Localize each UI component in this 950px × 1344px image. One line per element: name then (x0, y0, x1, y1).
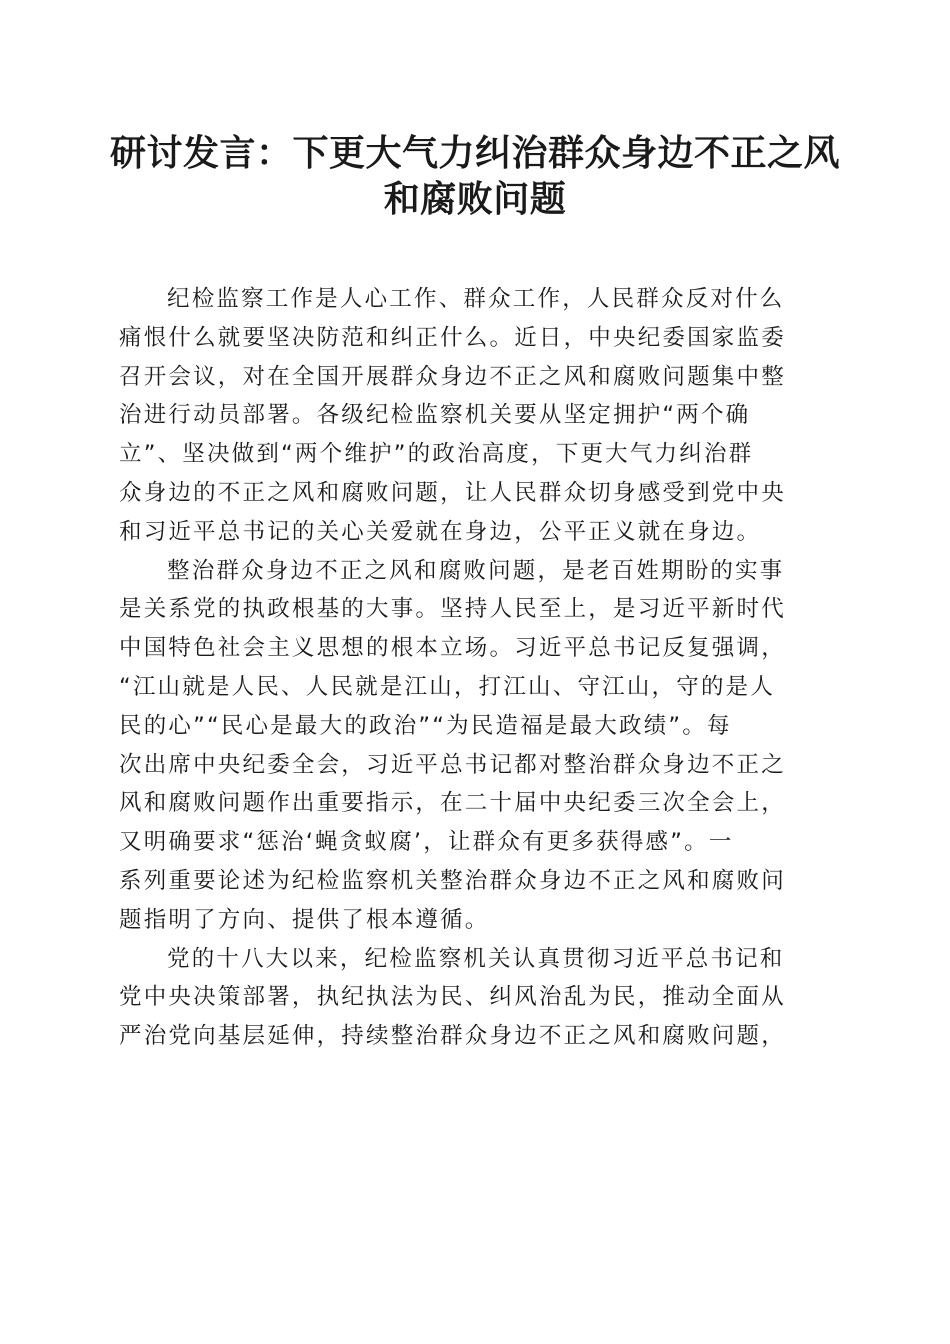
paragraph-line: 召开会议，对在全国开展群众身边不正之风和腐败问题集中整 (119, 363, 786, 390)
paragraph-line: 整治群众身边不正之风和腐败问题，是老百姓期盼的实事 (167, 557, 785, 584)
paragraph-line: 系列重要论述为纪检监察机关整治群众身边不正之风和腐败问 (119, 867, 786, 894)
title-line-1: 研讨发言：下更大气力纠治群众身边不正之风 (109, 132, 840, 174)
paragraph-line: 立”、坚决做到“两个维护”的政治高度，下更大气力纠治群 (119, 441, 754, 468)
paragraph-line: 中国特色社会主义思想的根本立场。习近平总书记反复强调， (119, 635, 786, 662)
title-line-2: 和腐败问题 (383, 178, 567, 220)
paragraph-line: 党的十八大以来，纪检监察机关认真贯彻习近平总书记和 (167, 945, 785, 972)
paragraph-line: 治进行动员部署。各级纪检监察机关要从坚定拥护“两个确 (119, 402, 751, 429)
document-body (119, 280, 831, 1056)
page-title (100, 130, 850, 222)
paragraph-line: 次出席中央纪委全会，习近平总书记都对整治群众身边不正之 (119, 751, 786, 778)
paragraph (119, 552, 831, 940)
paragraph (119, 280, 831, 552)
paragraph-line: 痛恨什么就要坚决防范和纠正什么。近日，中央纪委国家监委 (119, 324, 786, 351)
paragraph-line: 又明确要求“惩治‘蝇贪蚁腐’，让群众有更多获得感”。一 (119, 829, 734, 856)
paragraph-line: 严治党向基层延伸，持续整治群众身边不正之风和腐败问题， (119, 1023, 786, 1050)
paragraph-line: 纪检监察工作是人心工作、群众工作，人民群众反对什么 (167, 286, 785, 312)
paragraph-line: 党中央决策部署，执纪执法为民、纠风治乱为民，推动全面从 (119, 984, 786, 1011)
paragraph-line: 是关系党的执政根基的大事。坚持人民至上，是习近平新时代 (119, 596, 786, 623)
paragraph-line: 和习近平总书记的关心关爱就在身边，公平正义就在身边。 (119, 518, 762, 545)
paragraph-line: 题指明了方向、提供了根本遵循。 (119, 906, 490, 933)
paragraph-line: 风和腐败问题作出重要指示，在二十届中央纪委三次全会上， (119, 790, 786, 817)
paragraph-line: 众身边的不正之风和腐败问题，让人民群众切身感受到党中央 (119, 479, 786, 506)
paragraph-line: “江山就是人民、人民就是江山，打江山、守江山，守的是人 (119, 673, 776, 700)
paragraph (119, 940, 831, 1056)
paragraph-line: 民的心”“民心是最大的政治”“为民造福是最大政绩”。每 (119, 712, 732, 739)
